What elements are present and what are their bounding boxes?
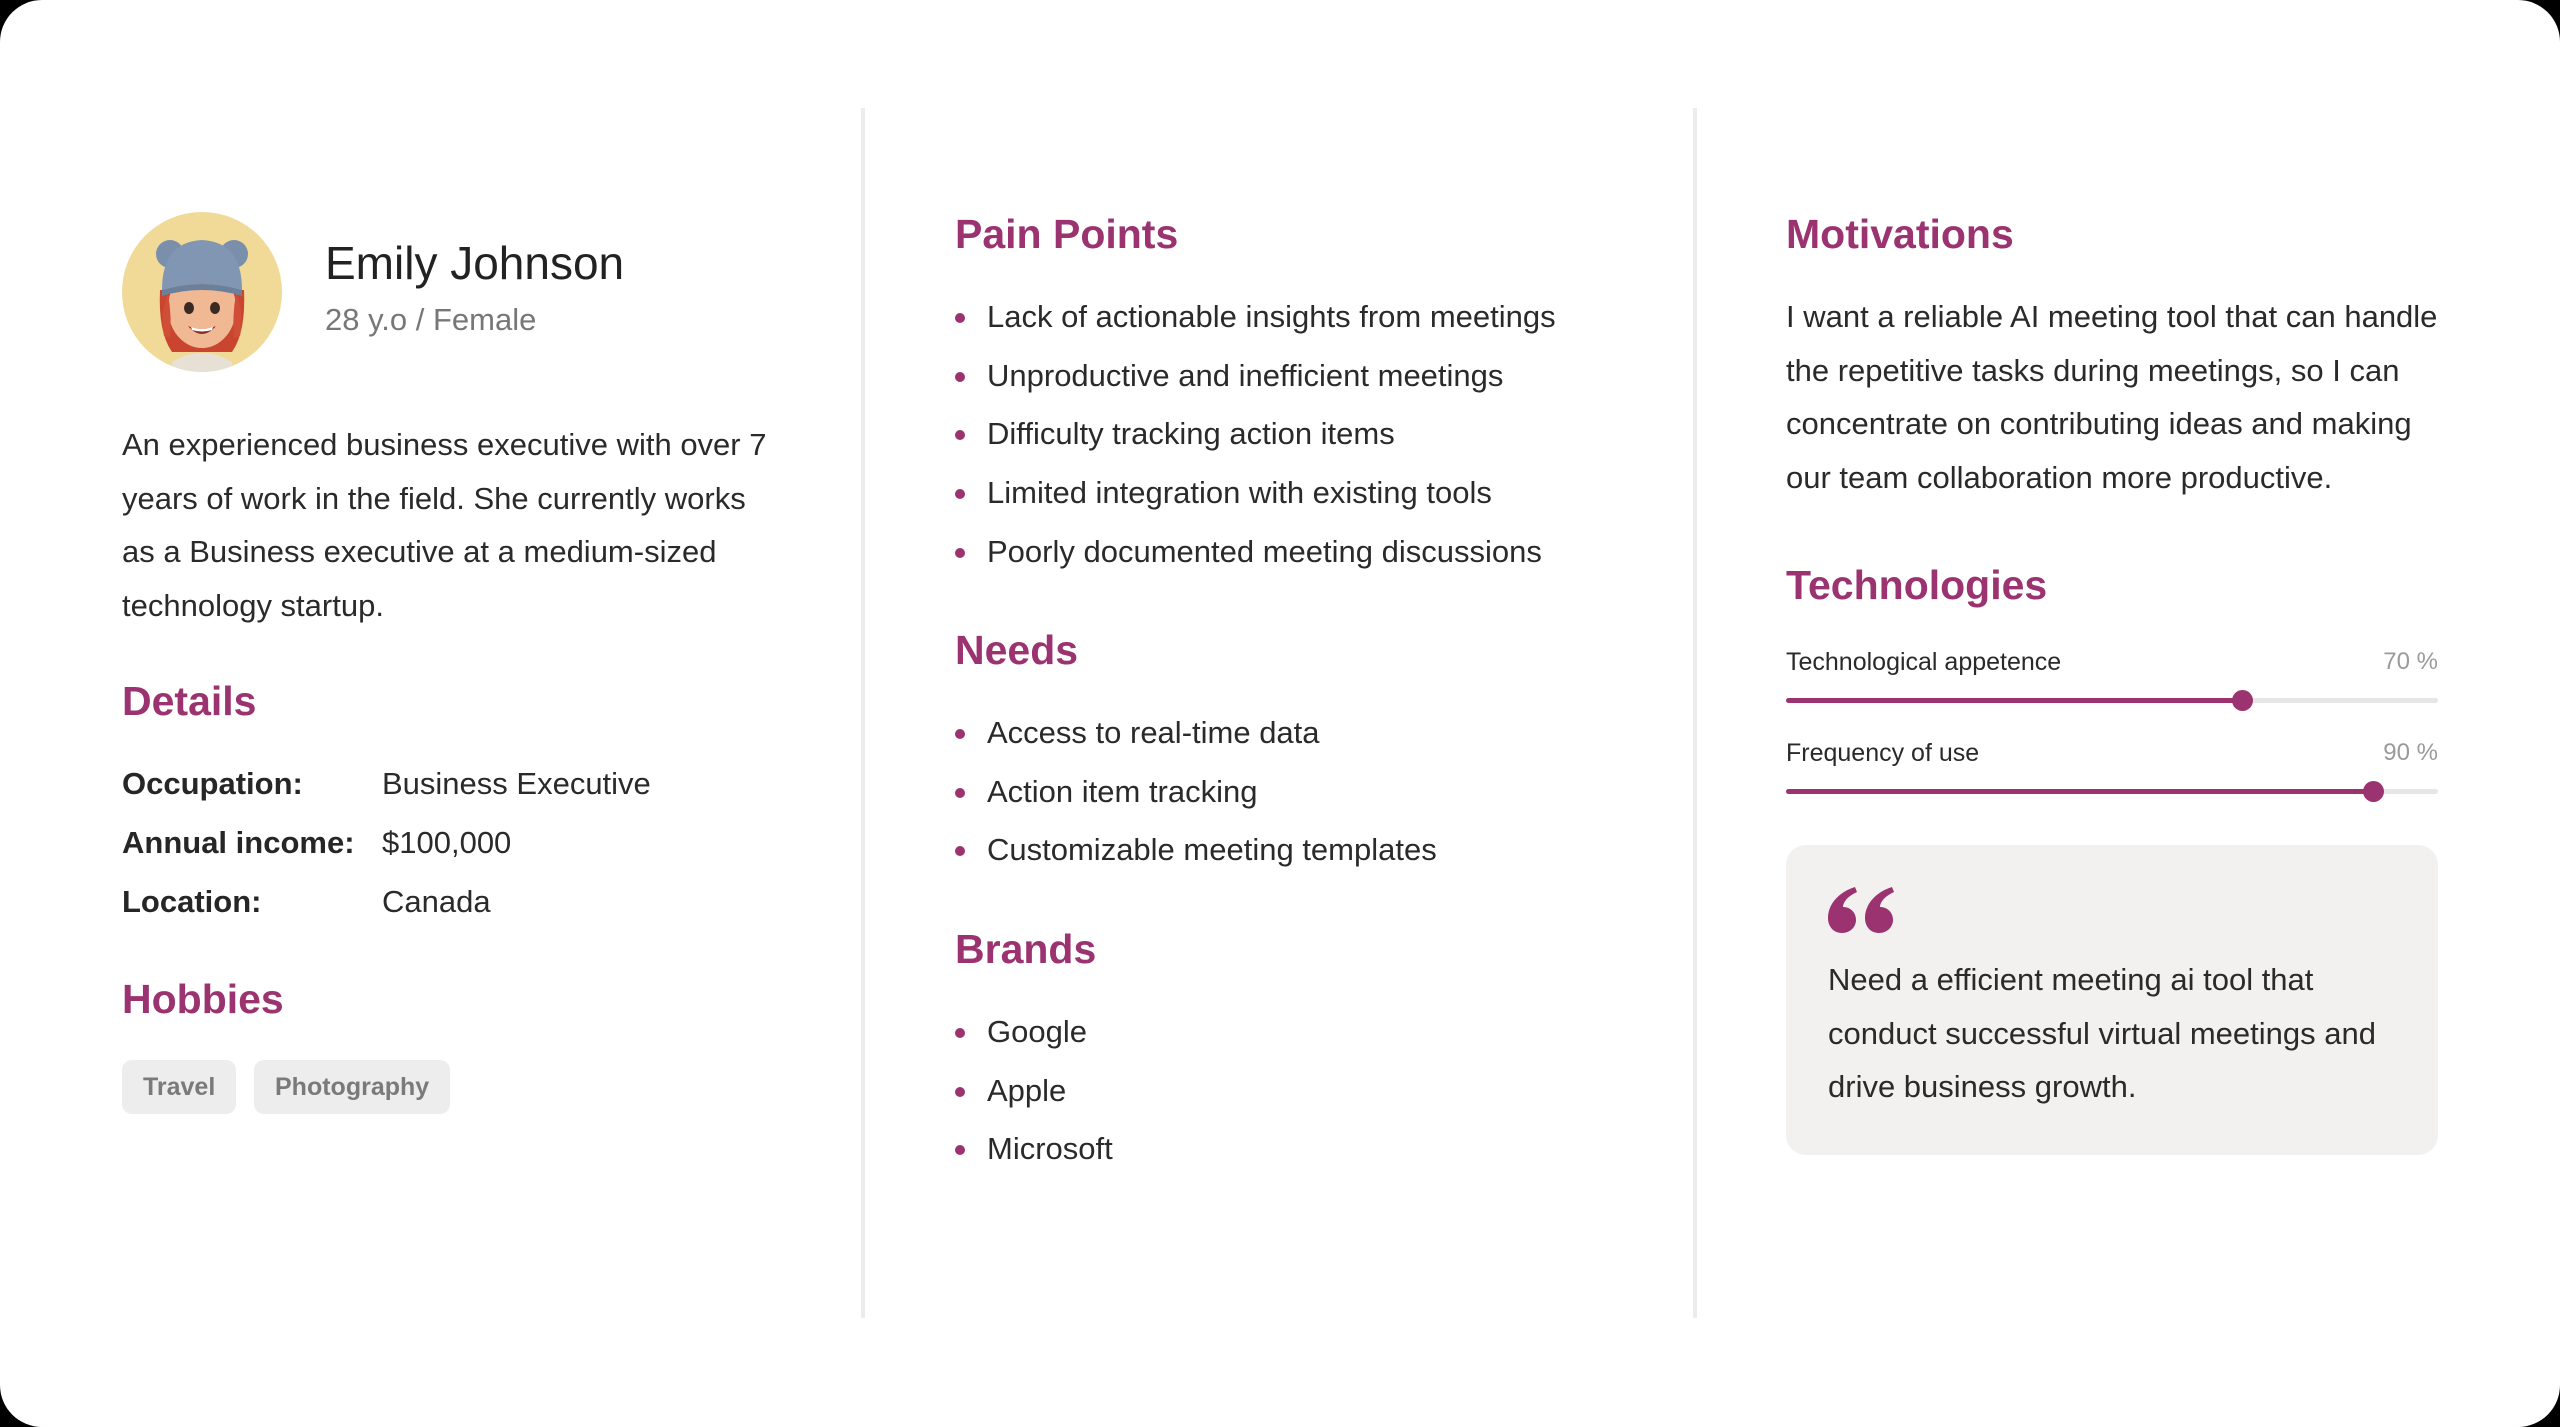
column-divider xyxy=(1693,108,1697,1318)
quote-text: Need a efficient meeting ai tool that conduct successful virtual meetings and drive business growth. xyxy=(1828,962,2376,1104)
tech-slider-track xyxy=(1786,789,2438,794)
technologies-title: Technologies xyxy=(1786,562,2048,608)
list-item-text: Difficulty tracking action items xyxy=(987,416,1395,452)
detail-value: Business Executive xyxy=(382,766,651,801)
tech-label: Technological appetence xyxy=(1786,648,2062,676)
memoji-avatar-icon xyxy=(122,212,282,372)
needs-title: Needs xyxy=(955,627,1079,673)
motivations-text: I want a reliable AI meeting tool that can handle the repetitive tasks during meetings, so I can concentrate on contributing ideas and making our team collaboration more productive. xyxy=(1786,299,2438,495)
avatar xyxy=(122,212,282,372)
bullet-dot-icon xyxy=(955,788,965,798)
bullet-dot-icon xyxy=(955,1145,965,1155)
list-item-text: Limited integration with existing tools xyxy=(987,475,1492,511)
pain-points-title: Pain Points xyxy=(955,211,1179,257)
persona-age-gender: 28 y.o / Female xyxy=(325,302,537,337)
column-divider xyxy=(861,108,865,1318)
hobbies-title: Hobbies xyxy=(122,976,284,1022)
quote-box xyxy=(1786,845,2438,1155)
bullet-dot-icon xyxy=(955,430,965,440)
bullet-dot-icon xyxy=(955,729,965,739)
bullet-dot-icon xyxy=(955,313,965,323)
persona-bio: An experienced business executive with over 7 years of work in the field. She currently works as a Business executive at a medium-sized technology startup. xyxy=(122,427,767,623)
list-item xyxy=(955,405,1556,464)
tech-slider-thumb[interactable] xyxy=(2363,781,2384,802)
list-item xyxy=(955,464,1556,523)
list-item-text: Lack of actionable insights from meetings xyxy=(987,299,1556,334)
quote-mark-icon xyxy=(1828,887,1894,933)
list-item xyxy=(955,347,1556,406)
list-item-text: Unproductive and inefficient meetings xyxy=(987,357,1504,393)
tech-value: 70 % xyxy=(2383,648,2438,675)
tech-slider-fill xyxy=(1786,789,2373,794)
brands-title: Brands xyxy=(955,926,1097,972)
list-item-text: Access to real-time data xyxy=(987,715,1320,750)
detail-value: $100,000 xyxy=(382,825,512,860)
list-item-text: Microsoft xyxy=(987,1131,1113,1167)
list-item-text: Action item tracking xyxy=(987,773,1258,809)
bullet-dot-icon xyxy=(955,846,965,856)
tech-slider-track xyxy=(1786,698,2438,703)
detail-label: Location: xyxy=(122,884,262,919)
tech-value: 90 % xyxy=(2383,739,2438,766)
bullet-dot-icon xyxy=(955,548,965,558)
pain-points-list xyxy=(955,288,1556,581)
details-title: Details xyxy=(122,678,257,724)
detail-value: Canada xyxy=(382,884,491,919)
list-item xyxy=(955,523,1556,582)
list-item-text: Poorly documented meeting discussions xyxy=(987,533,1542,569)
tech-slider-thumb[interactable] xyxy=(2232,690,2253,711)
list-item-text: Google xyxy=(987,1014,1087,1049)
list-item xyxy=(955,704,1437,763)
hobby-chip-photography: Photography xyxy=(254,1060,450,1114)
needs-list xyxy=(955,704,1437,880)
list-item xyxy=(955,821,1437,880)
detail-label: Occupation: xyxy=(122,766,303,801)
brands-list xyxy=(955,1003,1113,1179)
list-item xyxy=(955,288,1556,347)
detail-label: Annual income: xyxy=(122,825,355,860)
persona-name: Emily Johnson xyxy=(325,237,625,289)
list-item xyxy=(955,1120,1113,1179)
bullet-dot-icon xyxy=(955,489,965,499)
tech-label: Frequency of use xyxy=(1786,739,1980,767)
hobby-chip-travel: Travel xyxy=(122,1060,236,1114)
motivations-title: Motivations xyxy=(1786,211,2014,257)
list-item-text: Customizable meeting templates xyxy=(987,832,1437,868)
list-item xyxy=(955,1062,1113,1121)
bullet-dot-icon xyxy=(955,1087,965,1097)
list-item-text: Apple xyxy=(987,1072,1067,1108)
list-item xyxy=(955,763,1437,822)
bullet-dot-icon xyxy=(955,372,965,382)
list-item xyxy=(955,1003,1113,1062)
bullet-dot-icon xyxy=(955,1028,965,1038)
tech-slider-fill xyxy=(1786,698,2242,703)
